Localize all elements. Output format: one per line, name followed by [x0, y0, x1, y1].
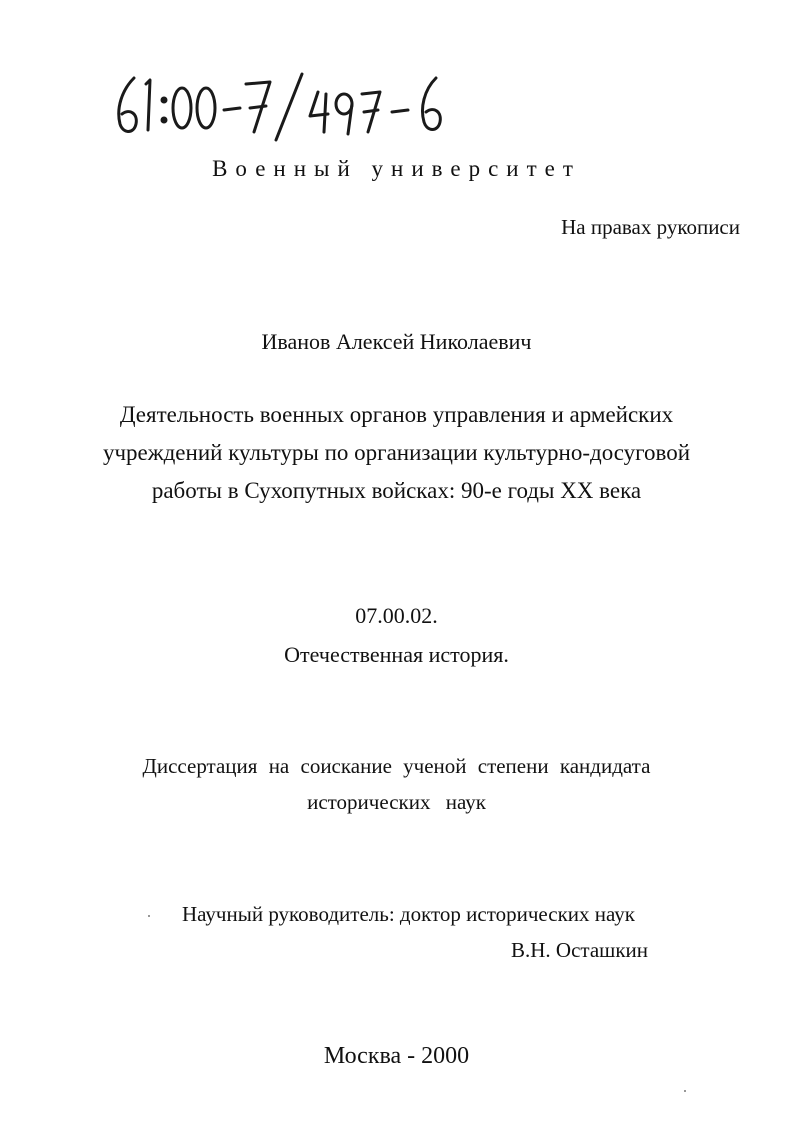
title-line: учреждений культуры по организации культурно-досуговой — [102, 440, 691, 465]
scan-speck — [148, 915, 150, 917]
degree-statement: Диссертация на соискание ученой степени кандидата — [142, 754, 651, 778]
specialty-name: Отечественная история. — [284, 642, 509, 667]
scan-speck — [684, 1090, 686, 1092]
city-year: Москва - 2000 — [323, 1043, 470, 1069]
author-name: Иванов Алексей Николаевич — [261, 329, 532, 354]
title-line: работы в Сухопутных войсках: 90-е годы XX века — [151, 478, 642, 503]
supervisor-name: В.Н. Осташкин — [510, 938, 648, 962]
supervisor-label: Научный руководитель: доктор исторических наук — [182, 902, 635, 926]
handwritten-registry-number — [112, 70, 452, 142]
degree-field: исторических наук — [307, 790, 486, 814]
manuscript-note: На правах рукописи — [561, 215, 740, 239]
dissertation-title — [0, 396, 793, 510]
title-line: Деятельность военных органов управления и армейских — [119, 402, 674, 427]
institution-name: Военный университет — [212, 156, 581, 181]
specialty-code: 07.00.02. — [355, 603, 438, 628]
